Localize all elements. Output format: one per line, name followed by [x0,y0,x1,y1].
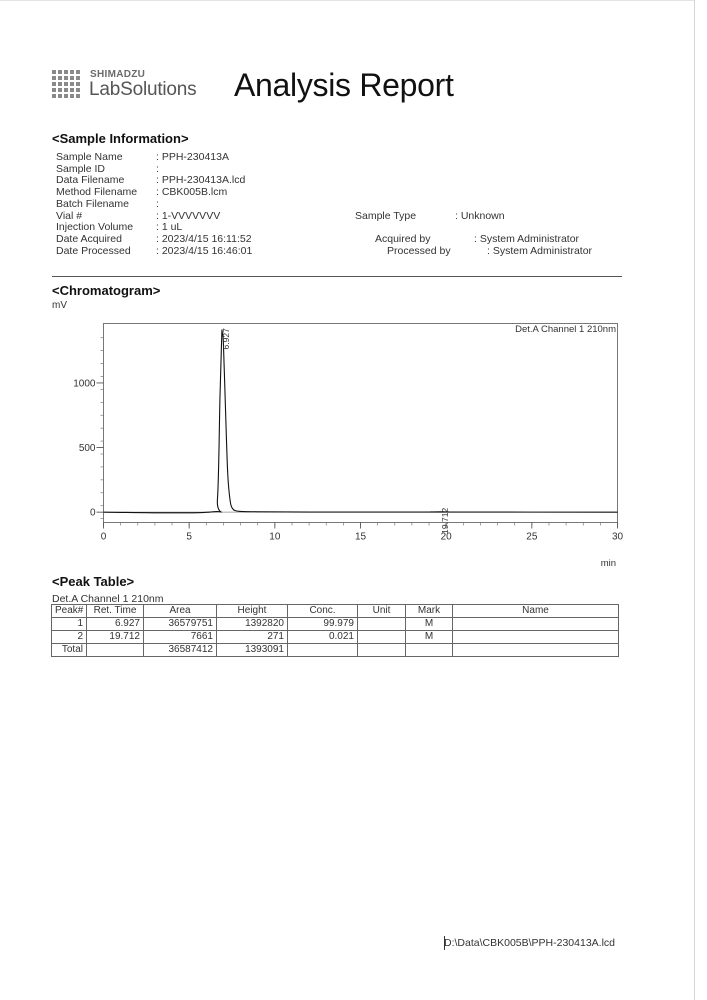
section-divider [52,276,622,277]
footer-file-path: D:\Data\CBK005B\PPH-230413A.lcd [444,937,616,949]
peak-table-heading: <Peak Table> [52,574,135,589]
peak-table-header-row [52,605,619,618]
info-value-method-filename: : CBK005B.lcm [156,186,228,199]
info-label-data-filename: Data Filename [56,174,125,187]
cell-height: 1392820 [217,618,288,631]
cell-ret-time: 19.712 [87,631,144,644]
cell-total-unit [358,644,406,657]
info-value-vial: : 1-VVVVVVV [156,209,221,222]
cell-mark: M [406,631,453,644]
x-tick-label: 25 [526,531,538,543]
info-value-sample-name: : PPH-230413A [156,151,229,163]
peak-table [51,604,619,657]
peak-label: 6.927 [221,328,232,350]
chromatogram-heading: <Chromatogram> [52,283,161,298]
cell-total-mark [406,644,453,657]
cell-total-label: Total [52,644,87,657]
info-value-acquired-by: : System Administrator [474,232,580,245]
info-value-injection-volume: : 1 uL [156,221,183,234]
major-ticks [97,383,618,529]
cell-unit [358,618,406,631]
x-tick-label: 20 [440,531,452,543]
peak-labels [221,328,450,534]
info-label-date-acquired: Date Acquired [56,232,122,245]
table-total-row [52,644,619,657]
minor-ticks [101,338,618,526]
col-height: Height [217,605,288,618]
chromatogram-trace [104,330,618,513]
x-tick-label: 30 [611,531,624,543]
cell-height: 271 [217,631,288,644]
chromatogram-y-unit: mV [52,300,67,311]
info-label-injection-volume: Injection Volume [56,221,134,234]
cell-name [453,618,619,631]
info-label-sample-name: Sample Name [56,151,123,163]
logo-grid-icon [52,70,84,100]
plot-frame [104,324,618,523]
col-ret-time: Ret. Time [87,605,144,618]
x-tick-label: 10 [269,531,281,543]
cell-mark: M [406,618,453,631]
cell-unit [358,631,406,644]
detector-legend: Det.A Channel 1 210nm [515,324,616,335]
cell-conc: 99.979 [288,618,358,631]
col-conc: Conc. [288,605,358,618]
peak-table-detector: Det.A Channel 1 210nm [52,593,164,605]
x-tick-label: 15 [354,531,367,543]
col-mark: Mark [406,605,453,618]
cell-total-conc [288,644,358,657]
info-value-sample-id: : [156,162,159,175]
table-row [52,631,619,644]
info-value-sample-type: : Unknown [455,209,505,222]
cell-ret-time: 6.927 [87,618,144,631]
cell-area: 7661 [144,631,217,644]
info-label-acquired-by: Acquired by [375,232,431,245]
x-tick-label: 5 [186,531,192,543]
info-value-data-filename: : PPH-230413A.lcd [156,174,246,187]
cell-peak: 2 [52,631,87,644]
peak-label: 19.712 [440,507,451,534]
col-name: Name [453,605,619,618]
page-edge-top [0,0,695,1]
x-axis-unit: min [600,558,616,569]
col-unit: Unit [358,605,406,618]
info-label-sample-type: Sample Type [355,209,417,222]
y-tick-label: 500 [78,443,96,455]
cell-peak: 1 [52,618,87,631]
tick-labels [73,378,623,542]
sample-info-heading: <Sample Information> [52,131,189,146]
cell-area: 36579751 [144,618,217,631]
x-tick-label: 0 [100,531,107,543]
cell-total-height: 1393091 [217,644,288,657]
logo-brand-text: SHIMADZU [90,69,146,80]
info-value-date-acquired: : 2023/4/15 16:11:52 [156,232,252,245]
cell-total-ret-time [87,644,144,657]
y-tick-label: 1000 [73,378,96,390]
info-label-date-processed: Date Processed [56,244,131,257]
cell-total-name [453,644,619,657]
cell-conc: 0.021 [288,631,358,644]
shimadzu-labsolutions-logo [52,70,217,102]
table-row [52,618,619,631]
info-value-date-processed: : 2023/4/15 16:46:01 [156,244,253,257]
logo-product-text: LabSolutions [89,79,197,100]
info-label-batch-filename: Batch Filename [56,197,129,210]
col-peak: Peak# [52,605,87,618]
info-label-method-filename: Method Filename [56,186,138,199]
col-area: Area [144,605,217,618]
info-value-processed-by: : System Administrator [487,244,593,257]
report-title: Analysis Report [234,67,454,103]
page-edge-right [694,0,695,1000]
cell-name [453,631,619,644]
info-label-processed-by: Processed by [387,244,451,257]
info-value-batch-filename: : [156,197,159,210]
info-label-sample-id: Sample ID [56,162,106,175]
cell-total-area: 36587412 [144,644,217,657]
y-tick-label: 0 [89,507,96,519]
info-label-vial: Vial # [56,209,83,222]
chromatogram-chart [60,318,630,573]
sample-info-block [0,152,707,262]
